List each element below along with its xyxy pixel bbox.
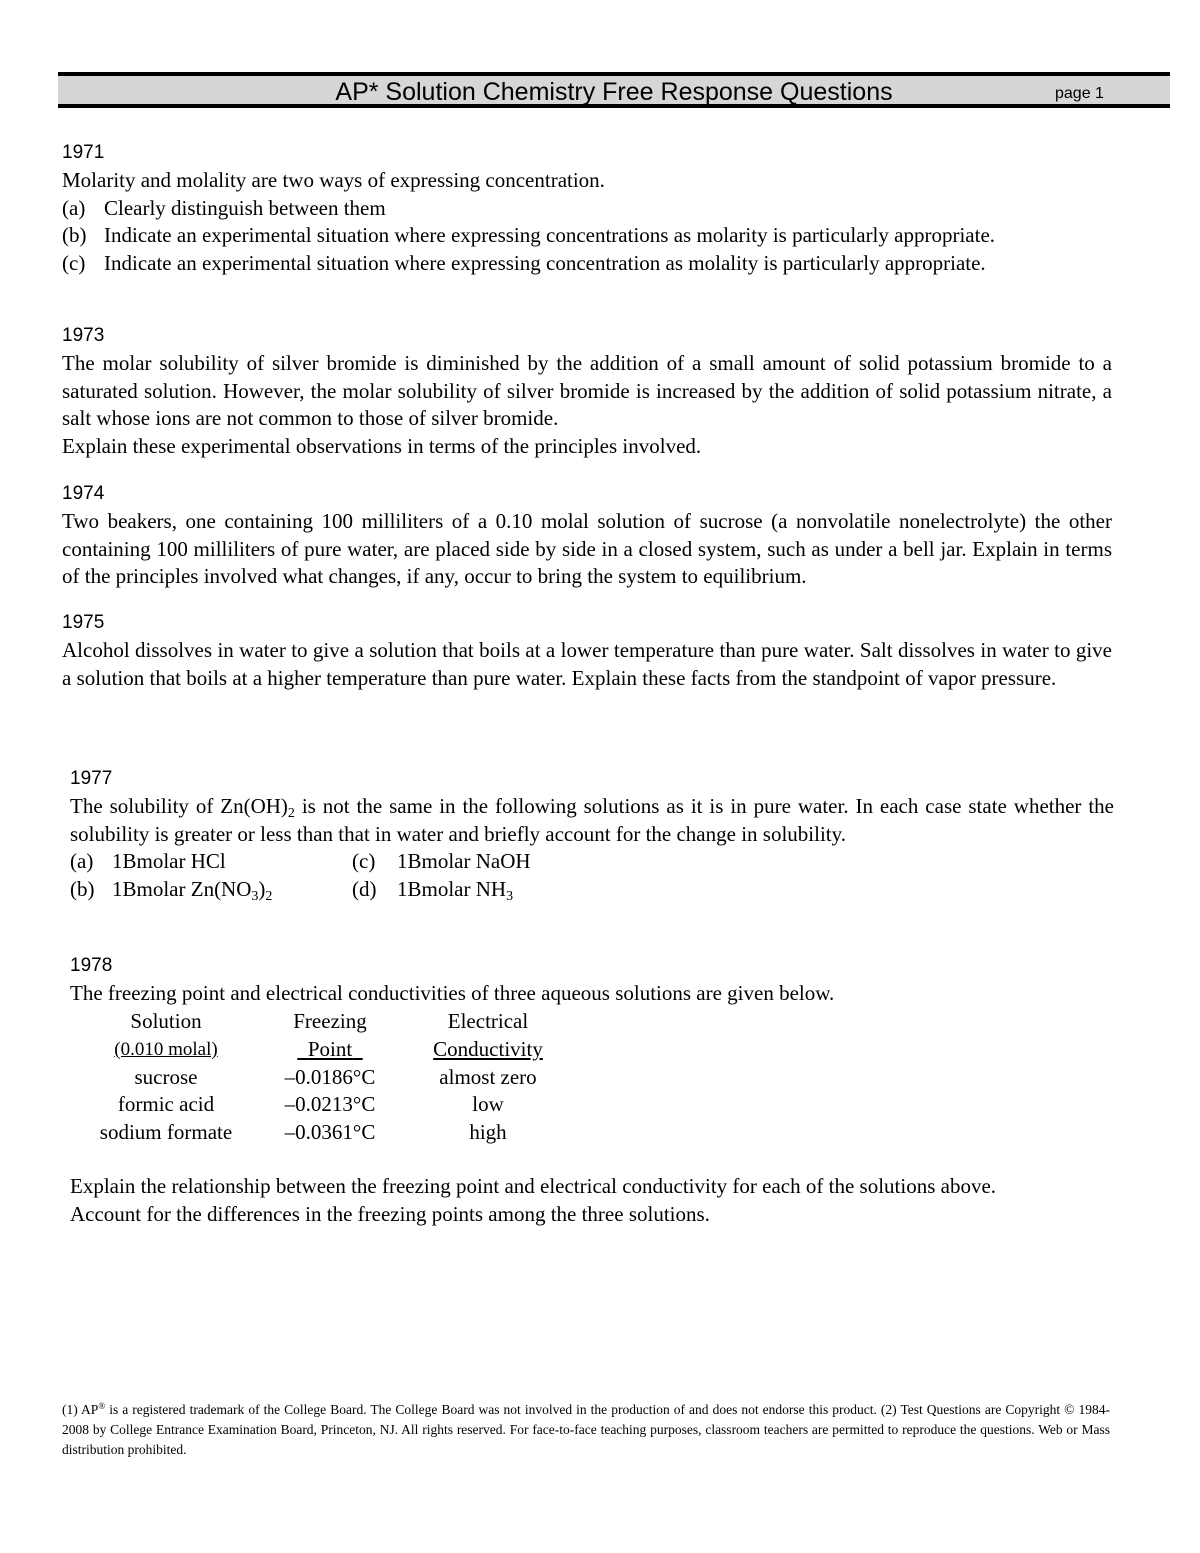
table-cell: –0.0213°C xyxy=(284,1092,376,1116)
table-header-row xyxy=(90,1008,558,1036)
question-body: The molar solubility of silver bromide is diminished by the addition of a small amount of solid potassium bromide to a saturated solution. However, the molar solubility of silver bromide is increased by the addition of solid potassium nitrate, a salt whose ions are not common to those of silver bromide. xyxy=(62,351,1112,430)
question-explain: Account for the differences in the freezing points among the three solutions. xyxy=(70,1201,710,1226)
question-intro: Molarity and molality are two ways of expressing concentration. xyxy=(62,168,605,192)
solutions-table xyxy=(90,1008,558,1147)
question-intro: The freezing point and electrical conductivities of three aqueous solutions are given below. xyxy=(70,981,835,1005)
part-text: 1Bmolar HCl xyxy=(112,849,226,873)
table-cell: –0.0186°C xyxy=(284,1064,376,1089)
part-text xyxy=(112,876,352,904)
question-1971 xyxy=(62,142,1110,277)
part-label: (a) xyxy=(70,849,94,873)
body-sub: 2 xyxy=(287,806,295,821)
page-number: page 1 xyxy=(1055,85,1104,102)
question-1978 xyxy=(70,955,1120,1228)
body-pre: The solubility of Zn(OH) xyxy=(70,794,288,818)
column-subheader: Conductivity xyxy=(433,1036,543,1061)
column-subheader-text: Point xyxy=(307,1036,353,1061)
header-bar xyxy=(58,72,1170,108)
part-label: (b) xyxy=(70,876,95,901)
question-part xyxy=(62,195,1110,223)
formula-part: 1Bmolar Zn(NO xyxy=(112,876,252,901)
part-text: Clearly distinguish between them xyxy=(104,195,386,220)
question-part xyxy=(62,250,1110,278)
parts-table xyxy=(70,848,531,903)
question-explain: Explain these experimental observations in terms of the principles involved. xyxy=(62,433,702,458)
question-year: 1978 xyxy=(70,955,113,976)
page-title: AP* Solution Chemistry Free Response Questions xyxy=(335,78,893,106)
question-body xyxy=(70,793,1114,848)
table-row xyxy=(90,1119,558,1147)
table-cell: formic acid xyxy=(117,1092,215,1116)
registered-mark: ® xyxy=(98,1401,106,1411)
question-1977 xyxy=(70,768,1114,903)
question-1975 xyxy=(62,612,1112,692)
table-row xyxy=(90,1064,558,1092)
part-text: Indicate an experimental situation where expressing concentrations as molarity is particularly appropriate. xyxy=(104,223,996,247)
table-cell: high xyxy=(469,1119,507,1144)
formula-sub: 3 xyxy=(251,888,259,904)
question-body: Alcohol dissolves in water to give a solution that boils at a lower temperature than pure water. Salt dissolves in water to give a solution that boils at a higher temperature than pure water. Explain these facts from the standpoint of vapor pressure. xyxy=(62,638,1112,690)
question-year: 1973 xyxy=(62,325,105,346)
column-header: Solution xyxy=(130,1008,202,1033)
part-text: 1Bmolar NaOH xyxy=(397,849,531,873)
column-subheader: (0.010 molal) xyxy=(114,1039,218,1060)
part-text: Indicate an experimental situation where expressing concentration as molality is particularly appropriate. xyxy=(104,250,986,275)
copyright-footer xyxy=(62,1400,1110,1460)
column-header: Electrical xyxy=(447,1008,529,1033)
formula-part: 1Bmolar NH xyxy=(397,876,507,901)
question-explain: Explain the relationship between the freezing point and electrical conductivity for each of the solutions above. xyxy=(70,1174,997,1198)
question-1973 xyxy=(62,325,1112,460)
table-row xyxy=(90,1091,558,1119)
formula-part: ) xyxy=(258,876,266,901)
question-year: 1974 xyxy=(62,483,105,504)
footer-text: is a registered trademark of the College Board. The College Board was not involved in the production of and does not endorse this product. (2) Test Questions are Copyright © 1984-2008 by College Entrance Examination Board, Princeton, NJ. All rights reserved. For face-to-face teaching purposes, classroom teachers are permitted to reproduce the questions. Web or Mass distribution prohibited. xyxy=(62,1402,1110,1457)
question-1974 xyxy=(62,483,1112,591)
question-body: Two beakers, one containing 100 milliliters of a 0.10 molal solution of sucrose (a nonvolatile nonelectrolyte) the other containing 100 milliliters of pure water, are placed side by side in a closed system, such as under a bell jar. Explain in terms of the principles involved what changes, if any, occur to bring the system to equilibrium. xyxy=(62,509,1112,588)
part-label: (b) xyxy=(62,223,87,247)
table-cell: sucrose xyxy=(134,1064,198,1089)
question-part xyxy=(62,222,1110,250)
formula-sub: 3 xyxy=(506,888,514,904)
part-text xyxy=(397,876,531,904)
body-post: is not the same in the following solutions as it is in pure water. In each case state whether the solubility is greater or less than that in water and briefly account for the change in solubility. xyxy=(70,794,1114,846)
table-cell: sodium formate xyxy=(99,1119,233,1144)
column-header: Freezing xyxy=(293,1008,367,1033)
formula-sub: 2 xyxy=(265,888,273,904)
column-subheader xyxy=(297,1037,362,1061)
footer-text: (1) AP xyxy=(62,1402,99,1417)
part-label: (a) xyxy=(62,195,86,220)
question-year: 1971 xyxy=(62,142,105,163)
table-header-row xyxy=(90,1035,558,1064)
question-year: 1975 xyxy=(62,612,105,633)
part-label: (d) xyxy=(352,876,377,901)
table-cell: almost zero xyxy=(439,1064,537,1089)
table-cell: –0.0361°C xyxy=(284,1119,376,1144)
part-label: (c) xyxy=(62,250,86,275)
part-label: (c) xyxy=(352,849,376,873)
question-year: 1977 xyxy=(70,768,113,789)
table-cell: low xyxy=(472,1092,504,1116)
